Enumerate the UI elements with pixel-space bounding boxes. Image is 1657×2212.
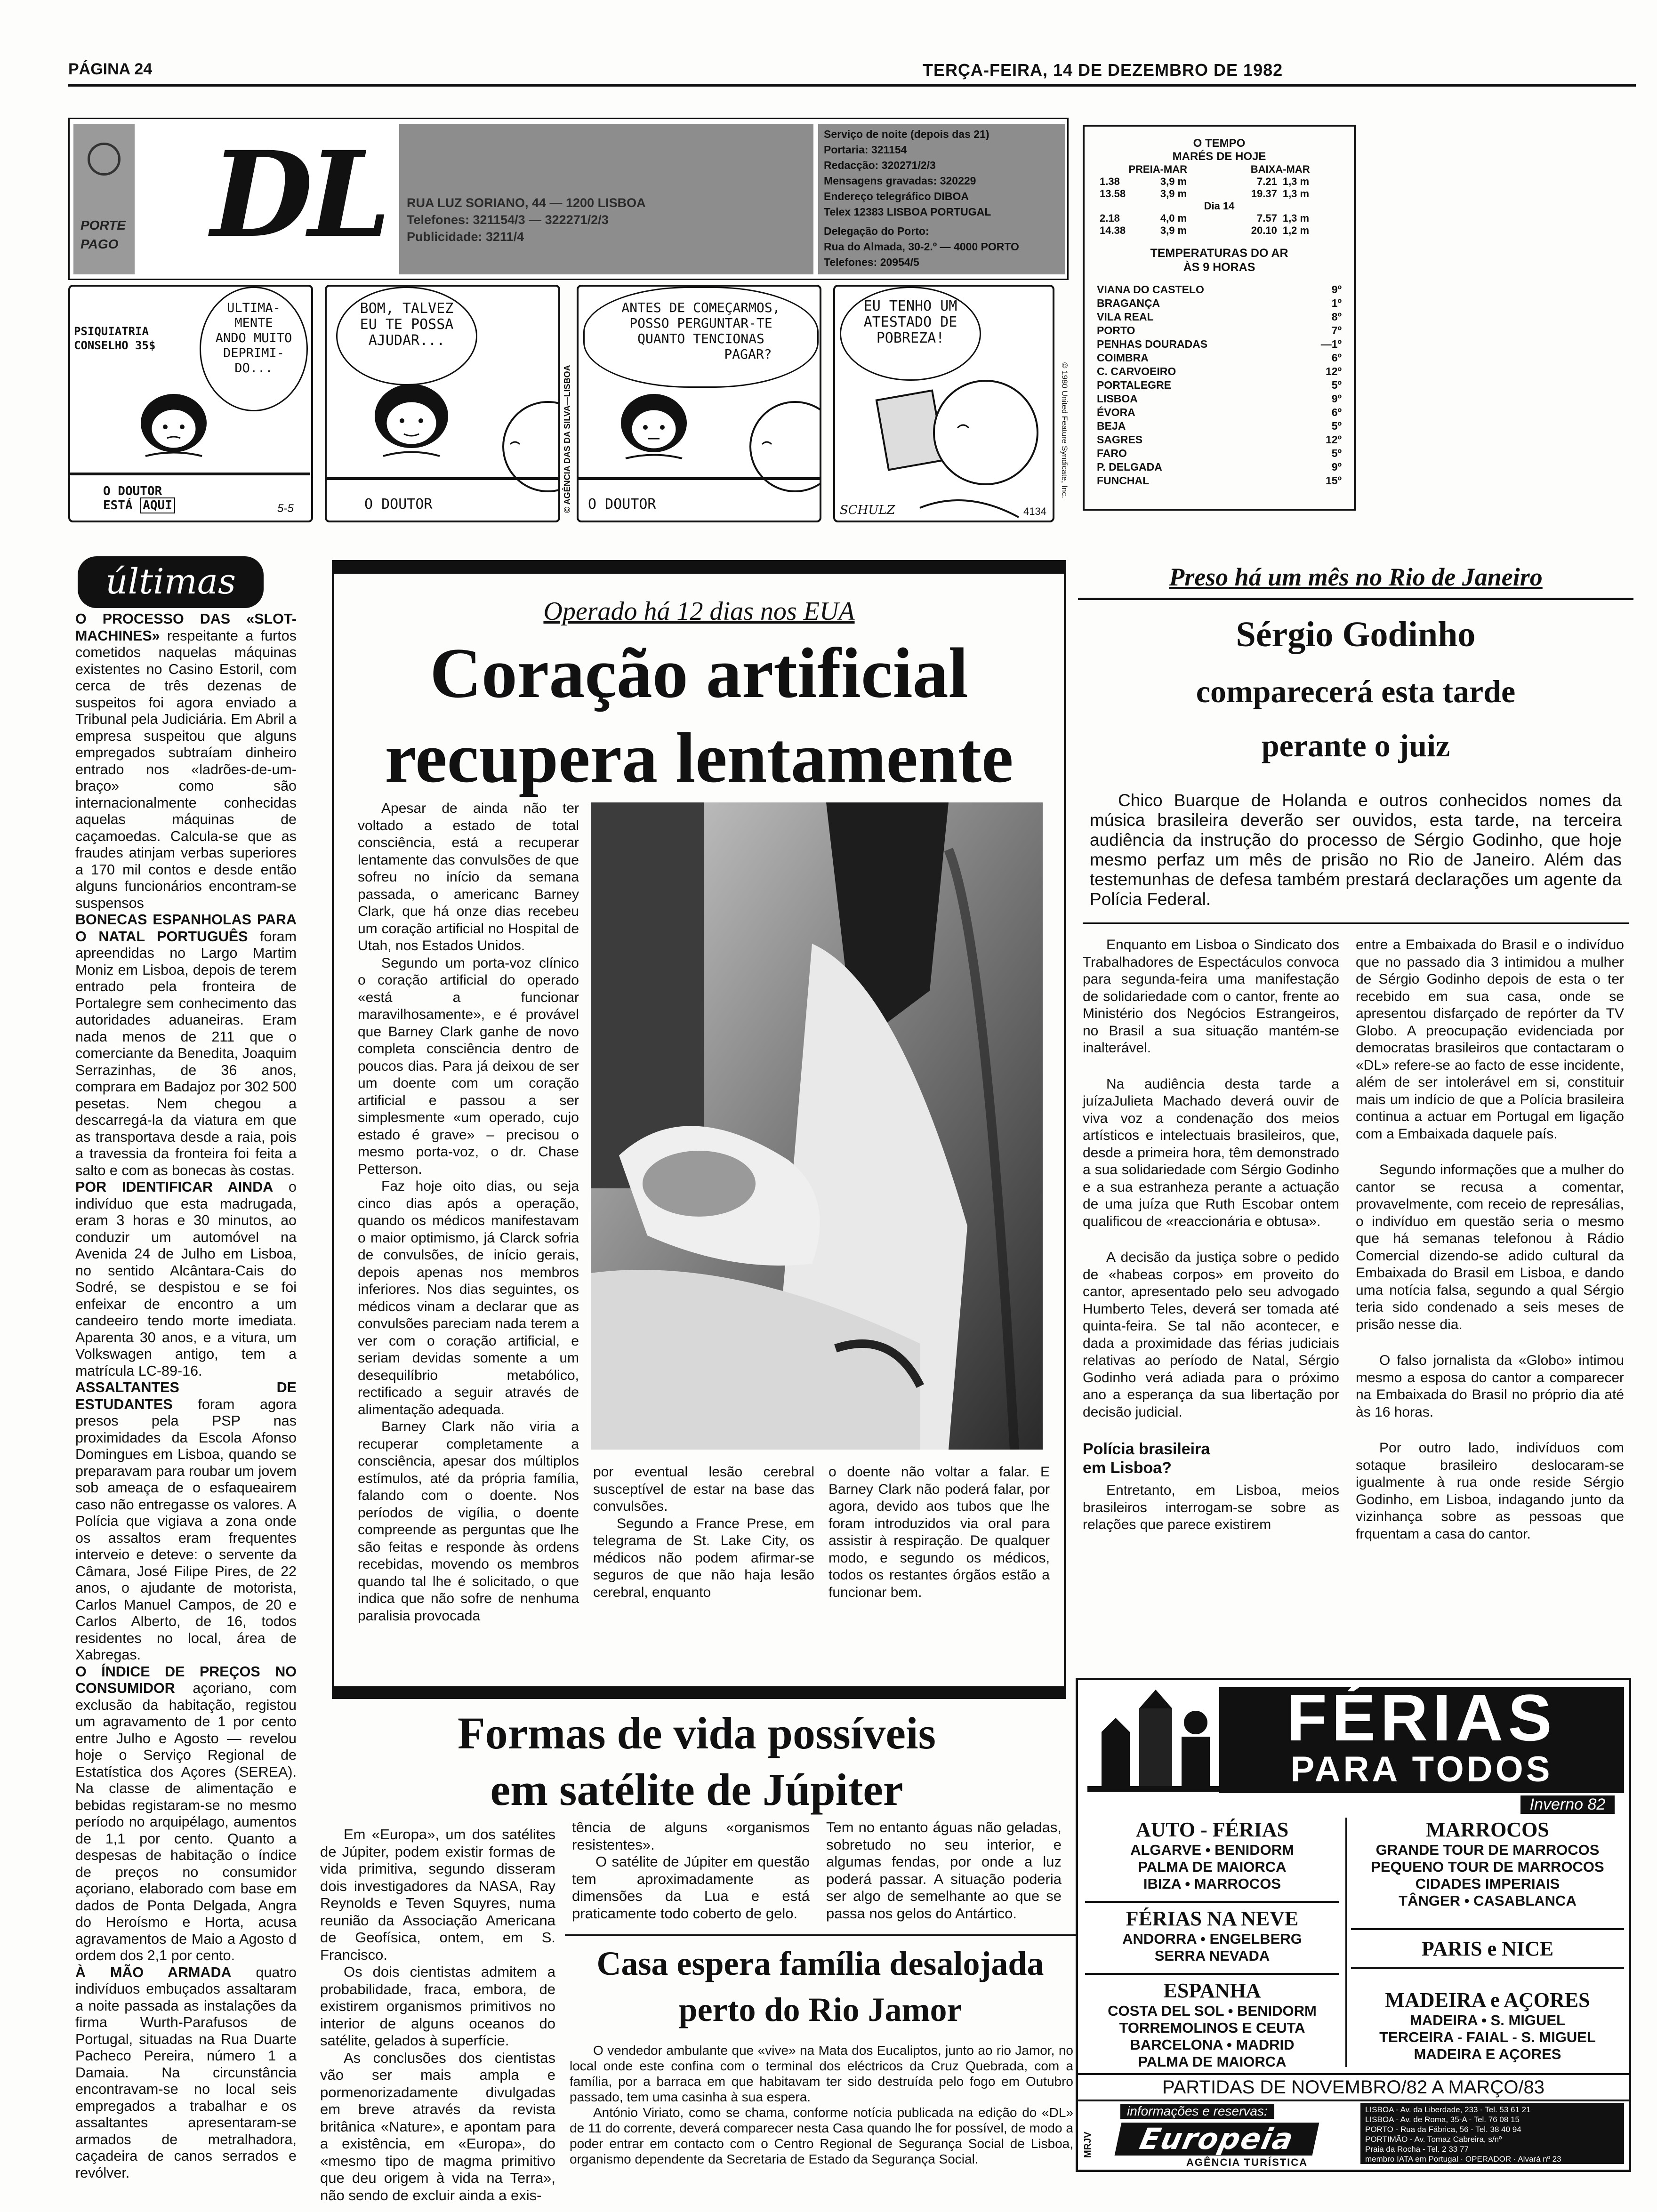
castle-illustration-icon	[1087, 1690, 1219, 1798]
godinho-lead-rule	[1083, 922, 1629, 924]
coracao-headline-1: Coração artificial	[430, 633, 968, 713]
comic-sign: PSIQUIATRIA CONSELHO 35$	[74, 325, 156, 352]
temp-row: LISBOA 9º	[1097, 393, 1342, 405]
addresses-box	[1360, 2103, 1624, 2164]
coracao-article	[332, 560, 1066, 1699]
contact-line: Telefones: 20954/5	[824, 256, 919, 268]
temp-row: COIMBRA 6º	[1097, 352, 1342, 364]
temp-row: C. CARVOEIRO 12º	[1097, 365, 1342, 377]
patient-photo	[591, 802, 1043, 1450]
contact-line: Telex 12383 LISBOA PORTUGAL	[824, 206, 991, 218]
header-rule	[68, 84, 1636, 87]
ad-section-line: TÂNGER • CASABLANCA	[1399, 1892, 1577, 1909]
ad-section-line: SERRA NEVADA	[1154, 1948, 1270, 1964]
ad-section-line: COSTA DEL SOL • BENIDORM	[1108, 2003, 1317, 2019]
schulz-signature: SCHULZ	[840, 503, 895, 517]
contact-line: Portaria: 321154	[824, 144, 907, 156]
comic-date: 5-5	[277, 502, 294, 515]
ad-section-title: PARIS e NICE	[1351, 1928, 1624, 1969]
ultimas-lead: O PROCESSO DAS «SLOT-MACHINES»	[75, 611, 297, 644]
ultimas-item	[75, 611, 297, 912]
ultimas-text: foram agora presos pela PSP nas proximidades da Escola Afonso Domingues em Lisboa, quando se preparavam para roubar um jovem sob ameaça de o esfaqueairem caso não entregasse os valores. A Polícia que vigiava a zona onde os assaltos eram frequentes interveio e deteve: o servente da Câmara, José Filipe Pires, de 22 anos, o ajudante de motorista, Carlos Manuel Campos, de 20 e Carlos Alberto, de 16, todos residentes no local, área de Xabregas.	[75, 1396, 297, 1663]
ad-section-line: IBIZA • MARROCOS	[1143, 1875, 1281, 1892]
temp-row: SAGRES 12º	[1097, 433, 1342, 446]
side-code: MRJV	[1083, 2132, 1093, 2158]
coracao-column-3	[828, 1464, 1050, 1601]
ultimas-lead: À MÃO ARMADA	[75, 1964, 232, 1980]
temp-row: P. DELGADA 9º	[1097, 461, 1342, 473]
lucy-figure	[607, 388, 701, 477]
godinho-lead	[1090, 791, 1622, 909]
strip-number: 4134	[1023, 505, 1046, 517]
tides-headers	[1097, 163, 1342, 176]
ad-section-title: FÉRIAS NA NEVE	[1085, 1901, 1339, 1931]
temps-list	[1097, 283, 1342, 488]
godinho-column-1	[1083, 937, 1339, 1534]
para-todos-title: PARA TODOS	[1290, 1749, 1553, 1789]
ultimas-item	[75, 1964, 297, 2182]
ultimas-item	[75, 1179, 297, 1379]
speech-text: BOM, TALVEZ EU TE POSSA AJUDAR...	[360, 300, 454, 349]
charlie-figure	[863, 376, 1052, 522]
paragraph: por eventual lesão cerebral susceptível de estar na base das convulsões.	[593, 1464, 814, 1514]
ultimas-item	[75, 1664, 297, 1964]
paragraph: Apesar de ainda não ter voltado a estado de total consciência, está a recuperar lentamente das convulsões de que sofreu no início da semana passada, o americanc Barney Clark, que há onze dias recebeu um coração artificial no Hospital de Utah, nos Estados Unidos.	[358, 801, 579, 954]
temp-row: VIANA DO CASTELO 9º	[1097, 283, 1342, 296]
tide-row: 2.18 4,0 m 7.57 1,3 m	[1100, 212, 1310, 224]
godinho-rule	[1078, 598, 1633, 600]
info-label: informações e reservas:	[1120, 2104, 1274, 2119]
address-line: LISBOA - Av. da Liberdade, 233 - Tel. 53 61 21	[1365, 2105, 1531, 2114]
jupiter-headline-1: Formas de vida possíveis	[457, 1708, 936, 1758]
coracao-top-bar	[334, 562, 1064, 574]
paragraph: Enquanto em Lisboa o Sindicato dos Trabalhadores de Espectáculos convoca para segunda-feira uma manifestação de solidariedade com o cantor, frente ao Ministério dos Negócios Estrangeiros, no Brasil a sua situação mantém-se inalterável.	[1083, 937, 1339, 1056]
booth-counter	[70, 473, 310, 475]
ultimas-item	[75, 1379, 297, 1664]
temp-row: ÉVORA 6º	[1097, 406, 1342, 418]
jamor-headline-1: Casa espera família desalojada	[596, 1945, 1044, 1982]
paragraph: António Viriato, como se chama, conforme notícia publicada na edição do «DL» de 11 do corrente, deverá comparecer nesta Casa quando lhe for possível, de modo a poder entrar em contacto com o Centro Regional de Segurança Social de Lisboa, organismo dependente da Secretaria de Estado da Segurança Social.	[570, 2105, 1073, 2166]
ultimas-lead: POR IDENTIFICAR AINDA	[75, 1179, 273, 1195]
ad-section-line: PALMA DE MAIORCA	[1138, 2053, 1287, 2070]
paragraph: O falso jornalista da «Globo» intimou mesmo a esposa do cantor a comparecer na Embaixada do Brasil no próprio dia até às 16 horas.	[1356, 1353, 1624, 1420]
paragraph: Entretanto, em Lisboa, meios brasileiros interrogam-se sobre as relações que parece existirem	[1083, 1483, 1339, 1532]
comic-credit: © AGÊNCIA DAS DA SILVA—LISBOA	[563, 365, 572, 513]
speech-text: EU TENHO UM ATESTADO DE POBREZA!	[863, 298, 957, 346]
ad-right-col	[1351, 1818, 1624, 2063]
temp-row: FARO 5º	[1097, 447, 1342, 459]
tides-day14	[1097, 212, 1342, 237]
temp-row: PORTALEGRE 5º	[1097, 379, 1342, 391]
ad-section-line: BARCELONA • MADRID	[1130, 2036, 1295, 2053]
ultimas-text: açoriano, com exclusão da habitação, registou um agravamento de 1 por cento entre Julho e Agosto — revelou hoje o Serviço Regional de Estatística dos Açores (SEREA). Na classe de alimentação e bebidas registaram-se no mesmo período no arquipélago, aumentos de 1,1 por cento. Quanto a despesas de habitação o índice de preços no consumidor açoriano, elaborado com base em dados de Ponta Delgada, Angra do Heroísmo e Horta, acusa agravamentos de Maio a Agosto d ordem dos 2,1 por cento.	[75, 1680, 297, 1964]
coracao-bottom-bar	[334, 1686, 1064, 1697]
address-block	[399, 124, 813, 274]
address-line: membro IATA em Portugal · OPERADOR · Alvará nº 23	[1365, 2155, 1561, 2164]
seal-icon	[88, 143, 121, 176]
paragraph: O vendedor ambulante que «vive» na Mata dos Eucaliptos, junto ao rio Jamor, no local onde este confina com o terminal dos eléctricos da Cruz Quebrada, com a família, por a barraca em que habitavam ter sido destruída pelo fogo em Outubro passado, tem uma casinha à sua espera.	[570, 2043, 1073, 2104]
ferias-ad	[1076, 1678, 1631, 2172]
ultimas-text: respeitante a furtos cometidos naquelas máquinas existentes no Casino Estoril, com cerca de três dezenas de suspeitos foi agora enviado a Tribunal pela Judiciária. Em Abril a empresa suspeitou que alguns empregados subtraíam dinheiro entrado nos «ladrões-de-um-braço» como são internacionalmente conhecidas aquelas máquinas de caçamoedas. Calcula-se que as fraudes atinjam verbas superiores a 170 mil contos e desde então alguns funcionários encontram-se suspensos	[75, 627, 297, 911]
godinho-kicker: Preso há um mês no Rio de Janeiro	[1169, 563, 1543, 591]
ad-section-title: ESPANHA	[1085, 1973, 1339, 2003]
weather-title: O TEMPO	[1193, 137, 1246, 150]
porte-label: PORTE	[80, 218, 126, 232]
paragraph: Na audiência desta tarde a juízaJulieta Machado deverá ouvir de viva voz a condenação dos meios artísticos e intelectuais brasileiros, que, desde a primeira hora, têm demonstrado a sua solidariedade com Sérgio Godinho e a sua estranheza perante a actuação de uma juíza que Ruth Escobar ontem qualificou de «reaccionária e obtusa».	[1083, 1076, 1339, 1229]
ultimas-label: últimas	[105, 561, 236, 602]
booth-sign: O DOUTOR ESTÁ AQUI	[103, 484, 175, 513]
jupiter-column-1	[320, 1826, 555, 2204]
page-date: TERÇA-FEIRA, 14 DE DEZEMBRO DE 1982	[923, 60, 1283, 80]
coracao-column-1	[358, 800, 579, 1625]
paragraph: Barney Clark não viria a recuperar completamente a consciência, apesar dos múltiplos estímulos, até da própria família, falando com o doente. Nos períodos de vigília, o doente compreende as perguntas que lhe são feitas e responde às ordens recebidas, movendo os membros quando tal lhe é solicitado, o que indica que não sofre de nenhuma paralisia provocada	[358, 1419, 579, 1624]
tide-row: 14.38 3,9 m 20.10 1,2 m	[1100, 224, 1310, 236]
comic-panel-1	[68, 285, 313, 522]
godinho-headline-3: perante o juiz	[1261, 728, 1450, 763]
paragraph: entre a Embaixada do Brasil e o indivíduo que no passado dia 3 intimidou a mulher de Sérgio Godinho depois de esta o ter recebido em sua casa, onde se apresentou disfarçado de repórter da TV Globo. A preocupação evidenciada por democratas brasileiros que contactaram o «DL» refere-se ao facto de esse incidente, além de ser intolerável em si, constituir mais um indício de que a Polícia brasileira continua a actuar em Portugal em ligação com a Embaixada daquele país.	[1356, 937, 1624, 1142]
masthead	[68, 118, 1069, 280]
coracao-kicker: Operado há 12 dias nos EUA	[543, 597, 855, 626]
lucy-figure	[360, 378, 463, 477]
contact-line: Delegação do Porto:	[824, 225, 929, 237]
high-tide-header: PREIA-MAR	[1128, 163, 1188, 175]
departures-text: PARTIDAS DE NOVEMBRO/82 A MARÇO/83	[1162, 2077, 1545, 2098]
season-label: Inverno 82	[1520, 1795, 1615, 1814]
ad-section-title: MARROCOS	[1426, 1818, 1549, 1841]
paragraph: Os dois cientistas admitem a probabilidade, fraca, embora, de existirem organismos primitivos no interior de alguns oceanos do satélite, gelados à superfície.	[320, 1964, 555, 2049]
paragraph: Faz hoje oito dias, ou seja cinco dias após a operação, quando os médicos manifestavam o maior optimismo, já Clarck sofria de convulsões, de início gerais, depois apenas nos membros inferiores. Nos dias seguintes, os médicos vinam a declarar que as convulsões pareciam nada terem a ver com o coração artificial, e seriam devidas somente a um desequilíbrio metabólico, rectificado a seguir através de alimentação adequada.	[358, 1178, 579, 1418]
contact-line: Redacção: 320271/2/3	[824, 159, 936, 171]
coracao-headline-2: recupera lentamente	[385, 718, 1014, 797]
tide-row: 13.58 3,9 m 19.37 1,3 m	[1100, 188, 1310, 200]
jupiter-headline-2: em satélite de Júpiter	[490, 1764, 903, 1815]
jamor-text	[570, 2043, 1073, 2167]
booth-counter	[579, 477, 821, 480]
temp-row: BRAGANÇA 1º	[1097, 297, 1342, 309]
ad-section-line: CIDADES IMPERIAIS	[1415, 1875, 1560, 1892]
ad-section-line: GRANDE TOUR DE MARROCOS	[1375, 1842, 1600, 1858]
address-line: Publicidade: 3211/4	[407, 230, 524, 244]
address-line: Praia da Rocha - Tel. 2 33 77	[1365, 2145, 1469, 2154]
tides-subtitle: MARÉS DE HOJE	[1172, 150, 1266, 163]
ad-section-line: MADEIRA • S. MIGUEL	[1409, 2012, 1566, 2028]
temp-row: FUNCHAL 15º	[1097, 474, 1342, 487]
jamor-rule	[565, 1934, 1076, 1936]
page-number: PÁGINA 24	[68, 60, 153, 78]
contact-line: Serviço de noite (depois das 21)	[824, 128, 989, 140]
temp-row: PORTO 7º	[1097, 324, 1342, 337]
temps-title: TEMPERATURAS DO AR ÀS 9 HORAS	[1150, 247, 1288, 274]
comic-panel-3	[577, 285, 821, 522]
europeia-logo: Europeia	[1115, 2123, 1319, 2156]
temp-row: BEJA 5º	[1097, 420, 1342, 432]
jupiter-column-2	[572, 1819, 810, 1922]
temp-row: PENHAS DOURADAS —1º	[1097, 338, 1342, 350]
low-tide-header: BAIXA-MAR	[1250, 163, 1310, 175]
ad-section-title: MADEIRA e AÇORES	[1385, 1988, 1590, 2012]
paragraph: A decisão da justiça sobre o pedido de «habeas corpos» em proveito do cantor, apresentado pelo seu advogado Humberto Teles, deverá ser tomada até quinta-feira. Se tal não acontecer, e dada a proximidade das férias judiciais relativas ao período de Natal, Sérgio Godinho verá adiada para o próximo ano a esperança da sua libertação por decisão judicial.	[1083, 1250, 1339, 1420]
ultimas-column	[75, 611, 297, 2181]
europeia-sub: AGÊNCIA TURÍSTICA	[1186, 2156, 1308, 2168]
contact-line: Endereço telegráfico DIBOA	[824, 190, 969, 202]
ad-section-title: AUTO - FÉRIAS	[1135, 1818, 1289, 1841]
weather-box	[1083, 125, 1356, 511]
paragraph: o doente não voltar a falar. E Barney Clark não poderá falar, por agora, devido aos tubos que lhe foram introduzidos via oral para assistir à respiração. De qualquer modo, e segundo os médicos, todos os restantes órgãos estão a funcionar bem.	[828, 1464, 1050, 1600]
address-line: PORTO - Rua da Fábrica, 56 - Tel. 38 40 94	[1365, 2125, 1521, 2134]
booth-sign: O DOUTOR	[364, 496, 433, 513]
ultimas-text: quatro indivíduos embuçados assaltaram a noite passada as instalações da firma Wurth-Parafusos de Portugal, situadas na Rua Duarte Pacheco Pereira, número 1 a Damaia. Na circunstância encontravam-se no local seis empregados a trabalhar e os assaltantes apresentaram-se armados de metralhadora, caçadeira de canos serrados e revólver.	[75, 1964, 297, 2181]
ad-section-line: MADEIRA E AÇORES	[1414, 2046, 1561, 2062]
day14-label: Dia 14	[1204, 200, 1235, 212]
coracao-column-2	[593, 1464, 814, 1601]
ultimas-lead: ASSALTANTES DE ESTUDANTES	[75, 1379, 297, 1412]
comic-panel-4	[833, 285, 1054, 522]
comic-copyright: © 1980 United Feature Syndicate, Inc.	[1060, 362, 1069, 498]
ad-section-line: TORREMOLINOS E CEUTA	[1119, 2020, 1305, 2036]
godinho-headline-2: comparecerá esta tarde	[1196, 673, 1516, 709]
speech-text: ANTES DE COMEÇARMOS, POSSO PERGUNTAR-TE QUANTO TENCIONAS PAGAR?	[621, 300, 780, 362]
address-line: Telefones: 321154/3 — 322271/2/3	[407, 213, 609, 227]
booth-counter	[327, 477, 560, 480]
contact-line: Rua do Almada, 30-2.º — 4000 PORTO	[824, 240, 1019, 253]
paragraph: Segundo a France Prese, em telegrama de St. Lake City, os médicos não podem afirmar-se seguros de que não haja lesão cerebral, enquanto	[593, 1515, 814, 1600]
paragraph: Segundo um porta-voz clínico o coração artificial do operado «está a funcionar maravilhosamente», e é provável que Barney Clark ganhe de novo completa consciência dentro de poucos dias. Para já deixou de ser um doente com um coração artificial e passou a ser simplesmente «um operado, cujo estado é grave» – precisou o mesmo porta-voz, o dr. Chase Petterson.	[358, 955, 579, 1177]
godinho-lead-text: Chico Buarque de Holanda e outros conhecidos nomes da música brasileira deverão ser ouvidos, esta tarde, na terceira audiência da instrução do processo de Sérgio Godinho, que hoje mesmo perfaz um mês de prisão no Rio de Janeiro. Além das testemunhas de defesa também prestará declarações um agente da Polícia Federal.	[1090, 791, 1622, 909]
paragraph: tência de alguns «organismos resistentes».	[572, 1819, 810, 1853]
address-line: PORTIMÃO - Av. Tomaz Cabreira, s/nº	[1365, 2135, 1502, 2144]
paragraph: Em «Europa», um dos satélites de Júpiter, podem existir formas de vida primitiva, segundo disseram dois investigadores da NASA, Ray Reynolds e Teven Squyres, numa reunião da Associação Americana de Geofísica, ontem, em S. Francisco.	[320, 1826, 555, 1963]
tides-today	[1097, 176, 1342, 200]
subhead: Polícia brasileira em Lisboa?	[1083, 1440, 1210, 1477]
tide-row: 1.38 3,9 m 7.21 1,3 m	[1100, 176, 1310, 187]
lucy-figure	[127, 385, 221, 480]
booth-sign: O DOUTOR	[588, 496, 656, 513]
ultimas-text: o indivíduo que esta madrugada, eram 3 horas e 30 minutos, ao conduzir um automóvel na Avenida 24 de Julho em Lisboa, no sentido Alcântara-Cais do Sodré, se despistou e se foi enfeixar de encontro a um candeeiro tendo morte imediata. Aparenta 30 anos, e a vitura, um Volkswagen antigo, tem a matrícula LC-89-16.	[75, 1179, 297, 1379]
departures-bar	[1078, 2073, 1629, 2101]
paragraph: As conclusões dos cientistas vão ser mais ampla e pormenorizadamente divulgadas em breve através da revista britânica «Nature», e apontam para a existência, em «Europa», do «mesmo tipo de magma primitivo que deu origem à vida na Terra», não sendo de excluir ainda a exis-	[320, 2049, 555, 2204]
paragraph: Segundo informações que a mulher do cantor se recusa a comentar, provavelmente, com receio de represálias, o indivíduo em questão seria o mesmo que há semanas telefonou à Rádio Comercial dizendo-se adido cultural da Embaixada do Brasil em Lisboa, e dando uma notícia falsa, segundo a qual Sérgio teria sido condenado a seis meses de prisão nesse dia.	[1356, 1162, 1624, 1332]
dl-logo: DL	[211, 125, 386, 264]
ad-section-line: ANDORRA • ENGELBERG	[1122, 1931, 1302, 1947]
contact-line: Mensagens gravadas: 320229	[824, 175, 976, 187]
speech-text: ULTIMA- MENTE ANDO MUITO DEPRIMI- DO...	[215, 301, 292, 376]
porte-pago-stamp	[73, 124, 135, 274]
ad-section-line: PEQUENO TOUR DE MARROCOS	[1371, 1859, 1604, 1875]
paragraph: Tem no entanto águas não geladas, sobretudo no seu interior, e algumas fendas, por onde a luz poderá passar. A situação poderia ser algo de semelhante ao que se passa nos gelos do Antártico.	[826, 1819, 1062, 1922]
jamor-headline-2: perto do Rio Jamor	[678, 1991, 962, 2028]
address-line: RUA LUZ SORIANO, 44 — 1200 LISBOA	[407, 196, 646, 210]
address-line: LISBOA - Av. de Roma, 35-A - Tel. 76 08 15	[1365, 2115, 1520, 2124]
ferias-title: FÉRIAS	[1287, 1681, 1557, 1755]
ultimas-item	[75, 912, 297, 1179]
godinho-column-2	[1356, 937, 1624, 1543]
temp-row: VILA REAL 8º	[1097, 311, 1342, 323]
ad-section-line: ALGARVE • BENIDORM	[1130, 1842, 1294, 1858]
ultimas-lead: O ÍNDICE DE PREÇOS NO CONSUMIDOR	[75, 1663, 297, 1696]
ultimas-text: foram apreendidas no Largo Martim Moniz em Lisboa, depois de terem entrado pela fronteira de Portalegre sem conhecimento das autoridades aduaneiras. Eram nada menos de 211 que o comerciante da Benedita, Joaquim Serrazinhas, de 36 anos, comprara em Badajoz por 302 500 pesetas. Nem chegou a descarregá-la da viatura em que as transportava desde a raia, pois a travessia da fronteira foi feita a salto e com as bonecas às costas.	[75, 928, 297, 1178]
pago-label: PAGO	[80, 237, 119, 251]
paragraph: Por outro lado, indivíduos com sotaque brasileiro deslocaram-se igualmente à rua onde reside Sérgio Godinho, em Lisboa, indagando junto da vizinhança sobre as pessoas que frquentam a casa do cantor.	[1356, 1440, 1624, 1542]
comic-panel-2	[325, 285, 560, 522]
contact-block	[818, 124, 1065, 274]
ultimas-lead: BONECAS ESPANHOLAS PARA O NATAL PORTUGUÊS	[75, 912, 297, 945]
ultimas-banner	[78, 556, 264, 608]
jupiter-column-3	[826, 1819, 1062, 1922]
paragraph: O satélite de Júpiter em questão tem aproximadamente as dimensões da Lua e está praticamente todo coberto de gelo.	[572, 1853, 810, 1922]
ad-section-line: PALMA DE MAIORCA	[1138, 1859, 1287, 1875]
ad-section-line: TERCEIRA - FAIAL - S. MIGUEL	[1379, 2029, 1596, 2045]
ad-left-col	[1085, 1818, 1339, 2070]
godinho-headline-1: Sérgio Godinho	[1236, 615, 1476, 654]
ad-divider	[1345, 1818, 1347, 2067]
